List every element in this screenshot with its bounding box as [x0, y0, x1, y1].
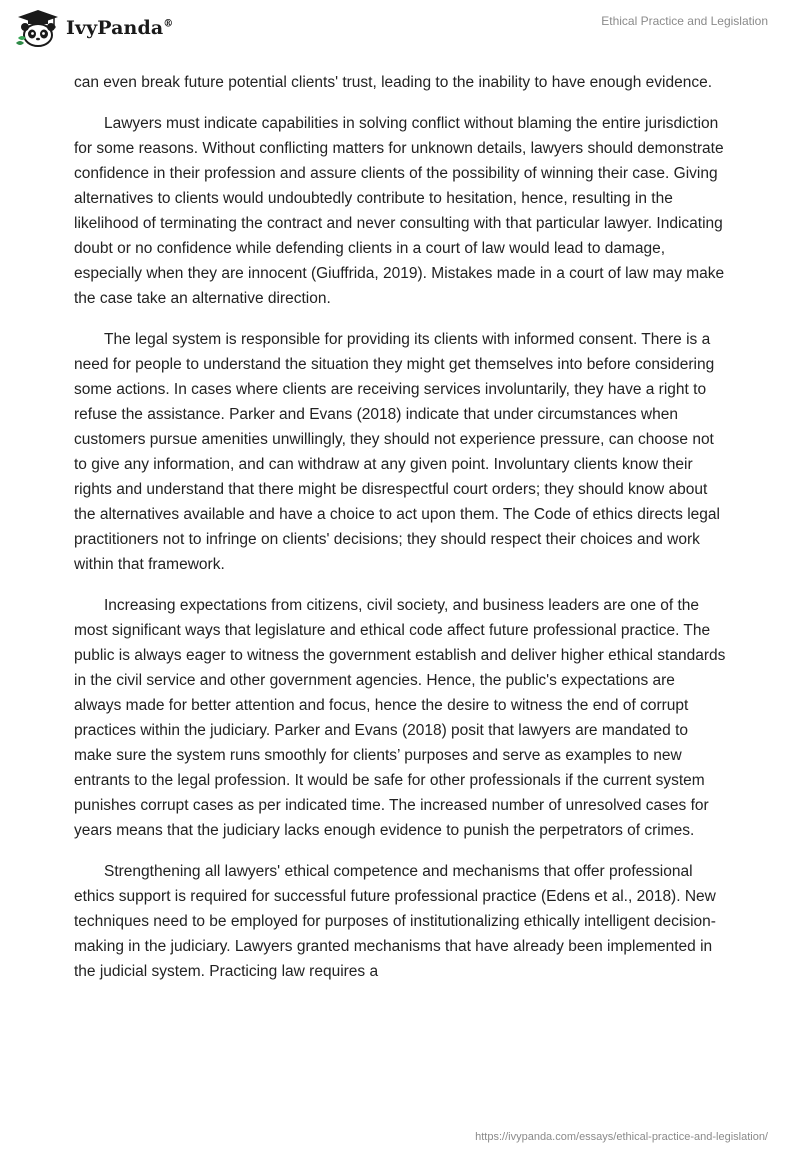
document-title: Ethical Practice and Legislation: [601, 14, 768, 28]
panda-graduate-icon: [14, 8, 62, 48]
paragraph: Strengthening all lawyers' ethical competence and mechanisms that offer professional ethics support is required for successful future professional practice (Edens et al., 2018). New techniques need to be employed for purposes of institutionalizing ethically intelligent decision-making in the judiciary. Lawyers granted mechanisms that have already been implemented in the judicial system. Practicing law requires a: [74, 863, 716, 980]
essay-body: [74, 70, 726, 1000]
brand-name: IvyPanda®: [66, 17, 174, 39]
paragraph: Lawyers must indicate capabilities in solving conflict without blaming the entire jurisdiction for some reasons. Without conflicting matters for unknown details, lawyers should demonstrate confidence in their profession and assure clients of the possibility of winning their case. Giving alternatives to clients would undoubtedly contribute to hesitation, hence, resulting in the likelihood of terminating the contract and never consulting with that particular lawyer. Indicating doubt or no confidence while defending clients in a court of law would lead to damage, especially when they are innocent (Giuffrida, 2019). Mistakes made in a court of law may make the case take an alternative direction.: [74, 115, 725, 307]
paragraph: can even break future potential clients' trust, leading to the inability to have enough evidence.: [74, 74, 713, 91]
paragraph: The legal system is responsible for providing its clients with informed consent. There is a need for people to understand the situation they might get themselves into before considering some actions. In cases where clients are receiving services involuntarily, they have a right to refuse the assistance. Parker and Evans (2018) indicate that under circumstances when customers pursue amenities unwillingly, they should not experience pressure, can choose not to give any information, and can withdraw at any given point. Involuntary clients know their rights and understand that there might be disrespectful court orders; they should know about the alternatives available and have a choice to act upon them. The Code of ethics directs legal practitioners not to infringe on clients' decisions; they should respect their choices and work within that framework.: [74, 331, 720, 573]
ivypanda-logo[interactable]: [14, 8, 173, 48]
page-header: [0, 0, 800, 60]
paragraph: Increasing expectations from citizens, civil society, and business leaders are one of the most significant ways that legislature and ethical code affect future professional practice. The public is always eager to witness the government establish and deliver higher ethical standards in the civil service and other government agencies. Hence, the public's expectations are always made for better attention and focus, hence the desire to witness the end of corrupt practices within the judiciary. Parker and Evans (2018) posit that lawyers are mandated to make sure the system runs smoothly for clients’ purposes and serve as examples to new entrants to the legal profession. It would be safe for other professionals if the current system punishes corrupt cases as per indicated time. The increased number of unresolved cases for years means that the judiciary lacks enough evidence to punish the perpetrators of crimes.: [74, 597, 726, 839]
source-url-link[interactable]: https://ivypanda.com/essays/ethical-practice-and-legislation/: [475, 1131, 768, 1143]
